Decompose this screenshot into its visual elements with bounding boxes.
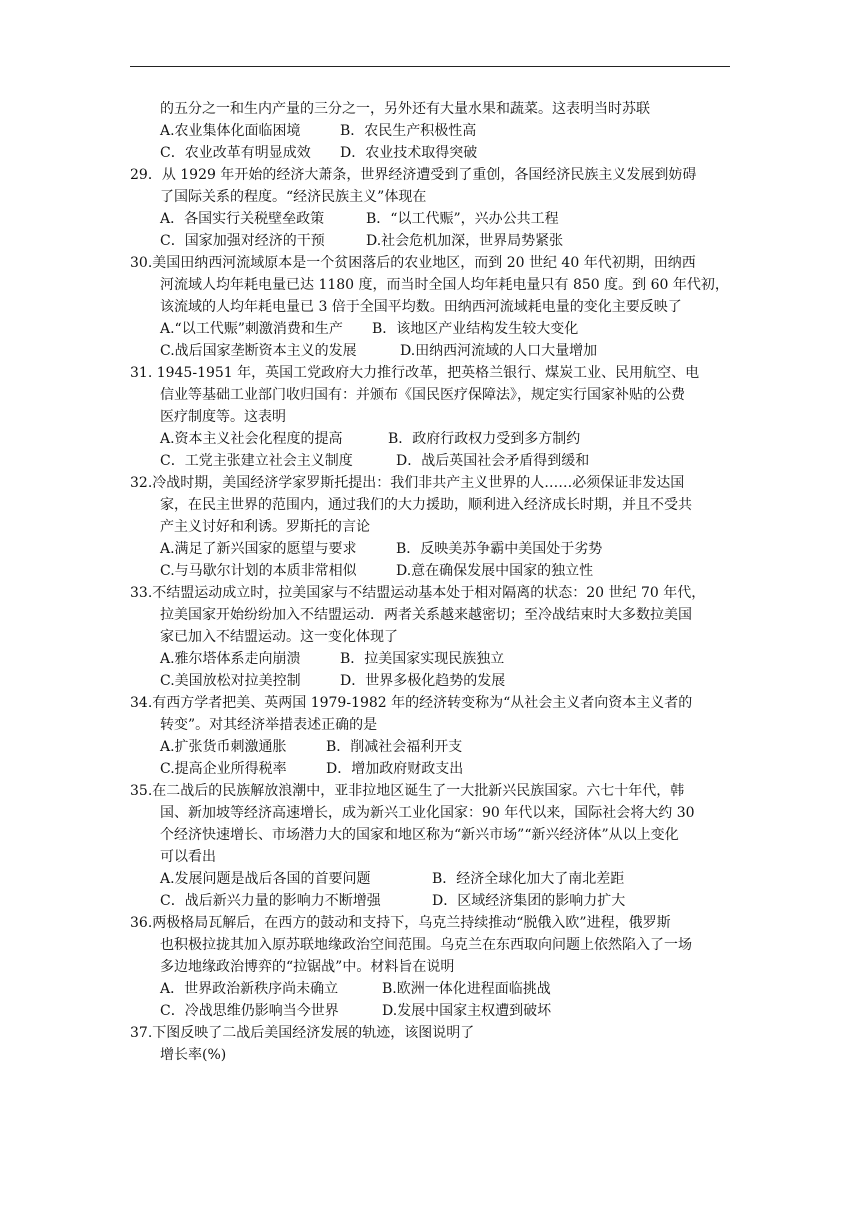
question-30 <box>130 252 738 362</box>
option-c: C.与马歇尔计划的本质非常相似 <box>160 563 357 579</box>
option-b: B．经济全球化加大了南北差距 <box>432 871 625 887</box>
question-stem-line: 家，在民主世界的范围内，通过我们的大力援助，顺利进入经济成长时期，并且不受共 <box>160 497 692 513</box>
question-28-continued <box>138 98 738 164</box>
question-stem-line: 31. 1945-1951 年，英国工党政府大力推行改革，把英格兰银行、煤炭工业、民用航空、电 <box>130 365 700 381</box>
option-row <box>138 978 738 1000</box>
option-a: A.“以工代赈”刺激消费和生产 <box>160 321 343 337</box>
question-31 <box>130 362 738 472</box>
question-36 <box>130 912 738 1022</box>
option-b: B．政府行政权力受到多方制约 <box>388 431 581 447</box>
option-b: B．拉美国家实现民族独立 <box>340 651 505 667</box>
option-a: A.农业集体化面临困境 <box>160 123 301 139</box>
option-d: D.意在确保发展中国家的独立性 <box>396 563 594 579</box>
option-b: B．农民生产积极性高 <box>340 123 477 139</box>
option-row <box>138 450 738 472</box>
question-stem-line: 33.不结盟运动成立时，拉美国家与不结盟运动基本处于相对隔离的状态：20 世纪 70 年代， <box>130 585 706 601</box>
option-d: D．区域经济集团的影响力扩大 <box>432 893 626 909</box>
option-row <box>138 648 738 670</box>
question-stem-line: 个经济快速增长、市场潜力大的国家和地区称为“新兴市场”“新兴经济体”从以上变化 <box>160 827 679 843</box>
option-a: A.满足了新兴国家的愿望与要求 <box>160 541 357 557</box>
question-stem-line: 该流域的人均年耗电量已 3 倍于全国平均数。田纳西河流域耗电量的变化主要反映了 <box>160 299 682 315</box>
question-stem-line: 家已加入不结盟运动。这一变化体现了 <box>160 629 398 645</box>
option-row <box>138 142 738 164</box>
question-29 <box>130 164 738 252</box>
option-b: B．反映美苏争霸中美国处于劣势 <box>396 541 603 557</box>
option-c: C.战后国家垄断资本主义的发展 <box>160 343 357 359</box>
option-row <box>138 868 738 890</box>
question-37 <box>130 1022 738 1066</box>
option-c: C．国家加强对经济的干预 <box>160 233 325 249</box>
option-a: A.扩张货币刺激通胀 <box>160 739 287 755</box>
option-b: B．削减社会福利开支 <box>326 739 463 755</box>
option-row <box>138 230 738 252</box>
option-d: D.发展中国家主权遭到破坏 <box>382 1003 552 1019</box>
question-34 <box>130 692 738 780</box>
option-a: A.雅尔塔体系走向崩溃 <box>160 651 301 667</box>
option-d: D．增加政府财政支出 <box>326 761 464 777</box>
header-rule <box>130 66 730 67</box>
option-row <box>138 208 738 230</box>
chart-y-axis-label: 增长率(%) <box>160 1047 227 1063</box>
option-row <box>138 560 738 582</box>
option-c: C.提高企业所得税率 <box>160 761 287 777</box>
option-c: C．工党主张建立社会主义制度 <box>160 453 353 469</box>
option-row <box>138 890 738 912</box>
question-stem-line: 转变”。对其经济举措表述正确的是 <box>160 717 378 733</box>
question-stem-line: 河流域人均年耗电量已达 1180 度，而当时全国人均年耗电量只有 850 度。到 60 年代初， <box>160 277 729 293</box>
question-stem-line: 的五分之一和生内产量的三分之一，另外还有大量水果和蔬菜。这表明当时苏联 <box>160 101 650 117</box>
option-b: B.欧洲一体化进程面临挑战 <box>382 981 551 997</box>
option-c: C．冷战思维仍影响当今世界 <box>160 1003 339 1019</box>
option-d: D．战后英国社会矛盾得到缓和 <box>396 453 590 469</box>
question-stem-line: 产主义讨好和利诱。罗斯托的言论 <box>160 519 370 535</box>
option-c: C．战后新兴力量的影响力不断增强 <box>160 893 381 909</box>
option-d: D．农业技术取得突破 <box>340 145 478 161</box>
question-stem-line: 医疗制度等。这表明 <box>160 409 286 425</box>
option-c: C.美国放松对拉美控制 <box>160 673 301 689</box>
option-a: A.资本主义社会化程度的提高 <box>160 431 343 447</box>
option-b: B．“以工代赈”，兴办公共工程 <box>366 211 559 227</box>
option-b: B．该地区产业结构发生较大变化 <box>372 321 579 337</box>
question-33 <box>130 582 738 692</box>
question-stem-line: 32.冷战时期，美国经济学家罗斯托提出：我们非共产主义世界的人……必须保证非发达国 <box>130 475 685 491</box>
question-stem-line: 信业等基础工业部门收归国有：并颁布《国民医疗保障法》，规定实行国家补贴的公费 <box>160 387 685 403</box>
question-stem-line: 34.有西方学者把美、英两国 1979-1982 年的经济转变称为“从社会主义者向资本主义者的 <box>130 695 693 711</box>
option-row <box>138 736 738 758</box>
option-row <box>138 670 738 692</box>
option-row <box>138 538 738 560</box>
question-stem-line: 可以看出 <box>160 849 216 865</box>
question-stem-line: 37.下图反映了二战后美国经济发展的轨迹，该图说明了 <box>130 1025 475 1041</box>
option-row <box>138 340 738 362</box>
option-row <box>138 318 738 340</box>
question-stem-line: 拉美国家开始纷纷加入不结盟运动．两者关系越来越密切；至冷战结束时大多数拉美国 <box>160 607 692 623</box>
question-stem-line: 29．从 1929 年开始的经济大萧条，世界经济遭受到了重创，各国经济民族主义发展到妨碍 <box>130 167 697 183</box>
question-stem-line: 多边地缘政治博弈的“拉锯战”中。材料旨在说明 <box>160 959 455 975</box>
question-stem-line: 35.在二战后的民族解放浪潮中，亚非拉地区诞生了一大批新兴民族国家。六七十年代，韩 <box>130 783 685 799</box>
option-d: D.田纳西河流域的人口大量增加 <box>400 343 598 359</box>
option-a: A．各国实行关税壁垒政策 <box>160 211 325 227</box>
question-stem-line: 国、新加坡等经济高速增长，成为新兴工业化国家：90 年代以来，国际社会将大约 30 <box>160 805 695 821</box>
option-d: D．世界多极化趋势的发展 <box>340 673 506 689</box>
option-d: D.社会危机加深，世界局势紧张 <box>366 233 564 249</box>
question-35 <box>130 780 738 912</box>
option-a: A．世界政治新秩序尚未确立 <box>160 981 339 997</box>
option-row <box>138 758 738 780</box>
question-stem-line: 了国际关系的程度。“经济民族主义”体现在 <box>160 189 427 205</box>
option-row <box>138 428 738 450</box>
option-row <box>138 120 738 142</box>
question-32 <box>130 472 738 582</box>
question-stem-line: 也积极拉拢其加入原苏联地缘政治空间范围。乌克兰在东西取向问题上依然陷入了一场 <box>160 937 692 953</box>
option-row <box>138 1000 738 1022</box>
question-stem-line: 30.美国田纳西河流域原本是一个贫困落后的农业地区，而到 20 世纪 40 年代初期，田纳西 <box>130 255 696 271</box>
question-stem-line: 36.两极格局瓦解后，在西方的鼓动和支持下，乌克兰持续推动“脱俄入欧”进程，俄罗斯 <box>130 915 671 931</box>
option-c: C．农业改革有明显成效 <box>160 145 311 161</box>
option-a: A.发展问题是战后各国的首要问题 <box>160 871 371 887</box>
exam-page <box>130 98 738 1066</box>
